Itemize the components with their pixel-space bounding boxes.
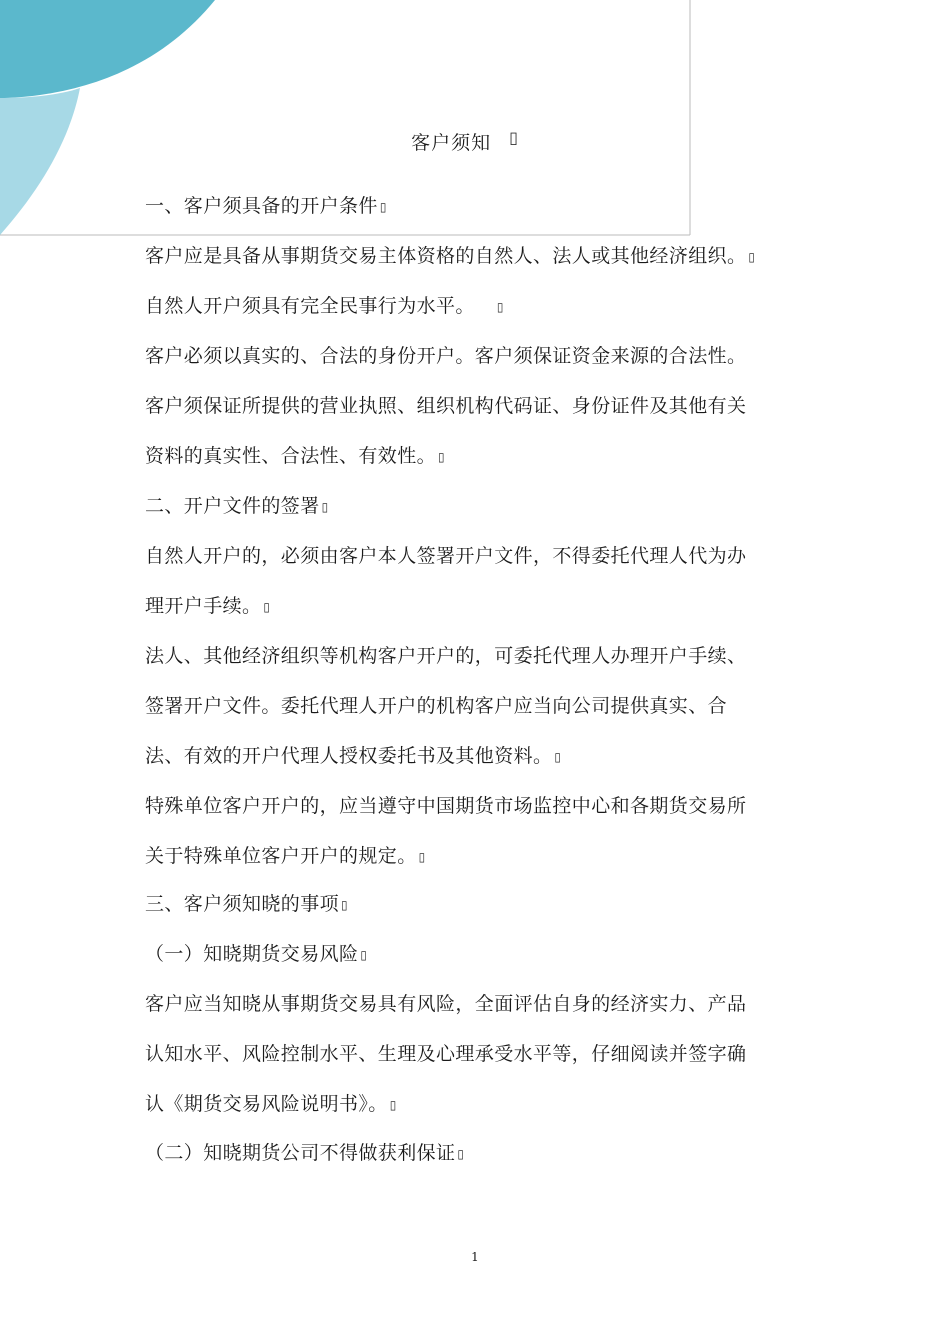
document-title: 客户须知 ▯: [411, 128, 519, 154]
paragraph-line: 法人、其他经济组织等机构客户开户的，可委托代理人办理开户手续、: [145, 645, 747, 667]
paragraph-line: 客户必须以真实的、合法的身份开户。客户须保证资金来源的合法性。: [145, 345, 747, 367]
page-number: 1: [471, 1250, 479, 1264]
paragraph-line: 资料的真实性、合法性、有效性。 ▯: [145, 445, 446, 467]
section-heading-1: 一、客户须具备的开户条件 ▯: [145, 195, 387, 217]
paragraph-line: 签署开户文件。委托代理人开户的机构客户应当向公司提供真实、合: [145, 695, 728, 717]
paragraph-line: 关于特殊单位客户开户的规定。 ▯: [145, 845, 426, 867]
paragraph-line: 客户应当知晓从事期货交易具有风险，全面评估自身的经济实力、产品: [145, 993, 747, 1015]
section-heading-2: 二、开户文件的签署 ▯: [145, 495, 329, 517]
paragraph-line: 自然人开户的，必须由客户本人签署开户文件，不得委托代理人代为办: [145, 545, 747, 567]
paragraph-line: 自然人开户须具有完全民事行为水平。 ▯: [145, 295, 504, 317]
paragraph-line: 客户应是具备从事期货交易主体资格的自然人、法人或其他经济组织。 ▯: [145, 245, 756, 267]
paragraph-line: 法、有效的开户代理人授权委托书及其他资料。 ▯: [145, 745, 562, 767]
subsection-heading: （一）知晓期货交易风险 ▯: [145, 943, 368, 965]
paragraph-line: 理开户手续。 ▯: [145, 595, 271, 617]
subsection-heading: （二）知晓期货公司不得做获利保证 ▯: [145, 1142, 465, 1164]
section-heading-3: 三、客户须知晓的事项 ▯: [145, 893, 349, 915]
paragraph-line: 认知水平、风险控制水平、生理及心理承受水平等，仔细阅读并签字确: [145, 1043, 747, 1065]
paragraph-line: 客户须保证所提供的营业执照、组织机构代码证、身份证件及其他有关: [145, 395, 747, 417]
paragraph-line: 特殊单位客户开户的，应当遵守中国期货市场监控中心和各期货交易所: [145, 795, 747, 817]
paragraph-line: 认《期货交易风险说明书》。 ▯: [145, 1093, 397, 1115]
